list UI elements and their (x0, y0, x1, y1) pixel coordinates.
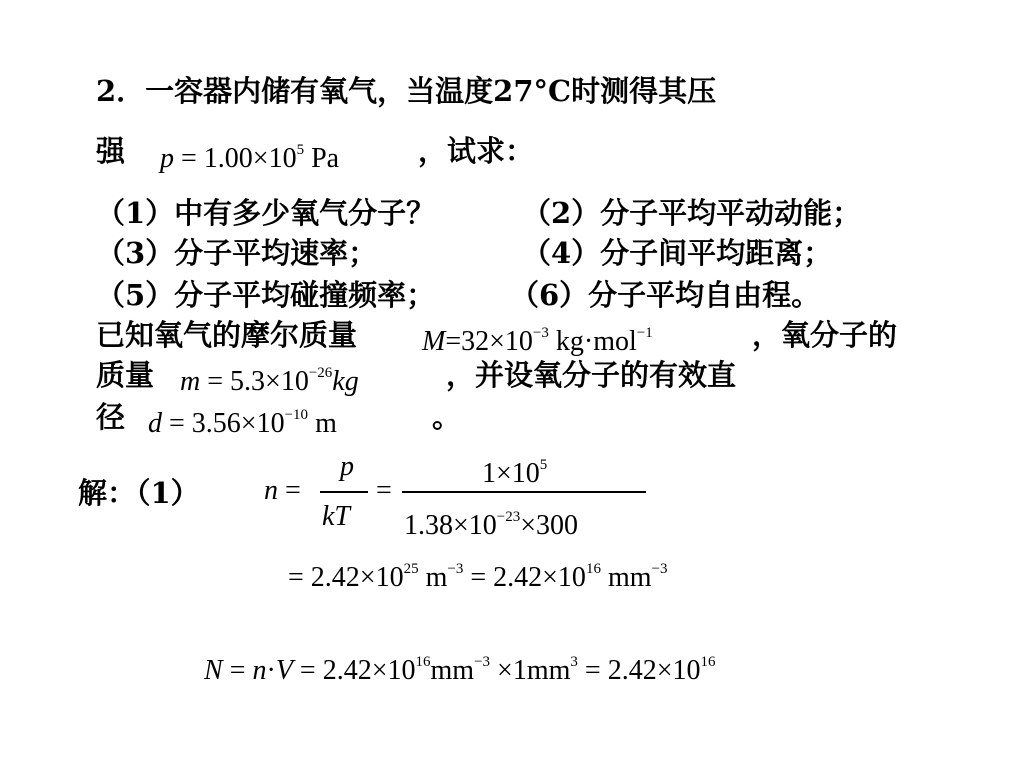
pressure-formula: $p = 1.00\times 10^5$ Pa (160, 142, 340, 174)
fraction-2-bar (402, 491, 646, 493)
fraction-1-bar (320, 491, 368, 493)
question-5: （5）分子平均碰撞频率； (96, 278, 436, 312)
fraction-1-numerator: p (340, 451, 354, 482)
problem-line-6-prefix: 已知氧气的摩尔质量 (96, 318, 358, 352)
diameter-formula: $d = 3.56\times 10^{-10}$ m (148, 407, 337, 439)
molar-mass-formula: $M=32\times 10^{-3}$ kg·mol$^{-1}$ (422, 325, 653, 357)
equals-sign: = (376, 475, 392, 506)
fraction-2-numerator: $1\times 10^5$ (482, 457, 548, 489)
problem-line-2-suffix: ，试求： (418, 134, 535, 168)
problem-line-8-prefix: 径 (96, 400, 126, 434)
density-result: = $2.42\times 10^{25}$ $m^{-3} = 2.42\times 10^{16}$ $mm^{-3}$ (288, 561, 668, 593)
problem-line-1: 2．一容器内储有氧气，当温度27°C时测得其压 (96, 74, 717, 108)
question-2: （2）分子平均平动动能； (522, 196, 862, 230)
problem-line-7-prefix: 质量 (96, 358, 155, 392)
fraction-2-denominator: $1.38\times 10^{-23}\times 300$ (404, 509, 579, 541)
question-3: （3）分子平均速率； (96, 236, 378, 270)
problem-line-8-suffix: 。 (432, 400, 462, 434)
problem-line-6-suffix: ，氧分子的 (752, 318, 898, 352)
solution-label: 解：（1） (78, 476, 200, 510)
problem-line-7-suffix: ，并设氧分子的有效直 (446, 358, 737, 392)
question-6: （6）分子平均自由程。 (510, 278, 821, 312)
problem-line-2-prefix: 强 (96, 134, 126, 168)
question-1: （1）中有多少氧气分子？ (96, 196, 436, 230)
molecule-count-result: $N = n\cdot V = 2.42\times 10^{16}mm^{-3} \times 1mm^3 = 2.42\times 10^{16}$ (204, 654, 716, 686)
n-equals: n = (264, 475, 301, 506)
question-4: （4）分子间平均距离； (522, 236, 833, 270)
molecule-mass-formula: $m = 5.3\times 10^{-26}kg$ (180, 365, 359, 397)
fraction-1-denominator: kT (322, 501, 350, 532)
